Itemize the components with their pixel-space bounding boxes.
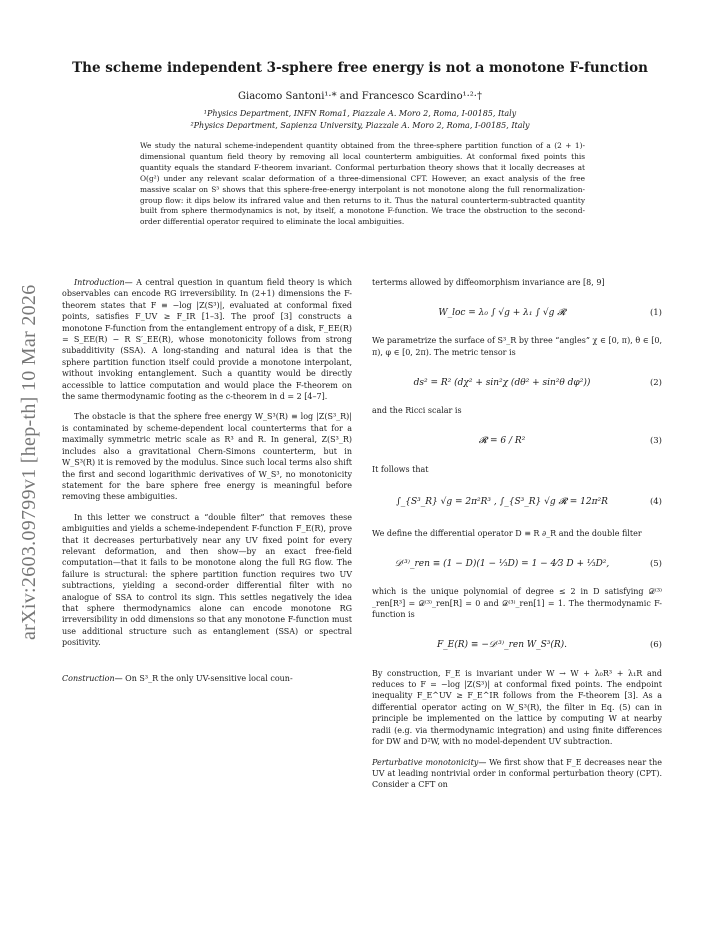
paper-title: The scheme independent 3-sphere free energy is not a monotone F-function [72, 60, 648, 76]
author-list: Giacomo Santoni¹·* and Francesco Scardino¹·²·† [238, 91, 482, 102]
right-paragraph-2: We parametrize the surface of S³_R by three “angles” χ ∈ [0, π), θ ∈ [0, π), φ ∈ [0, 2π). The metric tensor is [372, 336, 662, 357]
section-heading-perturbative: Perturbative monotonicity— [372, 757, 487, 767]
equation-2-body: ds² = R² (dχ² + sin²χ (dθ² + sin²θ dφ²)) [413, 377, 591, 388]
abstract: We study the natural scheme-independent quantity obtained from the three-sphere partition function of a (2 + 1)-dimensional quantum field theory by removing all local counterterm ambiguities. At conformal fixed points this quantity equals the standard F-theorem invariant. Conformal perturbation theory shows that it locally decreases at O(g²) under any relevant scalar deformation of a three-dimensional CFT. However, an exact analysis of the free massive scalar on S³ shows that this sphere-free-energy interpolant is not monotone along the full renormalization-group flow: it dips below its infrared value and then returns to it. Thus the natural counterterm-subtracted quantity built from sphere thermodynamics is not, by itself, a monotone F-function. We trace the obstruction to the second-order differential operator required to eliminate the local ambiguities. [140, 141, 585, 227]
section-heading-construction: Construction— [62, 673, 123, 683]
equation-1-body: W_loc = λ₀ ∫ √g + λ₁ ∫ √g 𝓡 [438, 307, 566, 318]
equation-4-number: (4) [649, 497, 662, 508]
right-paragraph-5: We define the differential operator D ≡ R ∂_R and the double filter [372, 529, 642, 539]
perturbative-paragraph [372, 757, 662, 791]
equation-6-number: (6) [649, 639, 662, 650]
affiliation-1: ¹Physics Department, INFN Roma1, Piazzale A. Moro 2, Roma, I-00185, Italy [203, 109, 517, 118]
equation-3-number: (3) [649, 435, 662, 446]
left-column [62, 277, 352, 693]
equation-4-body: ∫_{S³_R} √g = 2π²R³ , ∫_{S³_R} √g 𝓡 = 12π²R [396, 497, 608, 508]
equation-4 [372, 484, 662, 522]
equation-6 [372, 630, 662, 662]
equation-5-number: (5) [649, 558, 662, 569]
arxiv-identifier: arXiv:2603.09799v1 [hep-th] 10 Mar 2026 [18, 284, 40, 640]
equation-5 [372, 548, 662, 580]
equation-2 [372, 367, 662, 399]
right-paragraph-7: By construction, F_E is invariant under W → W + λ₀R³ + λ₁R and reduces to F = −log |Z(S³)| at conformal fixed points. The endpoint inequality F_E^UV ≥ F_E^IR follows from the F-theorem [3]. As a differential operator acting on W_S³(R), the filter in Eq. (5) can in principle be implemented on the lattice by computing W at nearby radii (e.g. via thermodynamic integration) and using finite differences for DW and D²W, with no model-dependent UV subtraction. [372, 668, 662, 747]
construction-text: On S³_R the only UV-sensitive local coun- [125, 673, 293, 683]
perturbative-text: We first show that F_E decreases near the UV at leading nontrivial order in conformal perturbation theory (CPT). Consider a CFT on [372, 757, 663, 790]
right-paragraph-1: terterms allowed by diffeomorphism invariance are [8, 9] [372, 278, 605, 287]
intro-paragraph-1 [62, 277, 352, 402]
right-paragraph-6: which is the unique polynomial of degree ≤ 2 in D satisfying 𝒟⁽³⁾_ren[R³] = 𝒟⁽³⁾_ren[R] = 0 and 𝒟⁽³⁾_ren[1] = 1. The thermodynamic F-function is [372, 587, 662, 620]
equation-1 [372, 297, 662, 329]
right-paragraph-3: and the Ricci scalar is [372, 406, 462, 416]
right-paragraph-4: It follows that [372, 464, 429, 474]
equation-1-number: (1) [649, 307, 662, 318]
construction-paragraph [62, 673, 352, 684]
equation-3-body: 𝓡 = 6 / R² [478, 435, 526, 446]
equation-3 [372, 426, 662, 458]
intro-paragraph-2: The obstacle is that the sphere free energy W_S³(R) ≡ log |Z(S³_R)| is contaminated by scheme-dependent local counterterms that for a maximally symmetric metric scale as R³ and R. In general, Z(S³_R) includes also a gravitational Chern-Simons counterterm, but in W_S³(R) it is removed by the modulus. Since such local terms also shift the first and second logarithmic derivatives of W_S³, no monotonicity statement for the bare sphere free energy is meaningful before removing these ambiguities. [62, 412, 352, 502]
equation-2-number: (2) [649, 377, 662, 388]
intro-text-1: A central question in quantum field theory is which observables can encode RG irreversibility. In (2+1) dimensions the F-theorem states that F ≡ −log |Z(S³)|, evaluated at conformal fixed points, satisfies F_UV ≥ F_IR [1–3]. The proof [3] constructs a monotone F-function from the entanglement entropy of a disk, F_EE(R) = S_EE(R) − R S′_EE(R), whose monotonicity follows from strong subadditivity (SSA). A long-standing and natural idea is that the sphere partition function itself could provide a monotone interpolant, without invoking entanglement. Such a quantity would be directly accessible to lattice computation and would place the F-theorem on the same thermodynamic footing as the c-theorem in d = 2 [4–7]. [62, 278, 353, 402]
right-column [372, 277, 662, 800]
affiliation-2: ²Physics Department, Sapienza University, Piazzale A. Moro 2, Roma, I-00185, Italy [190, 121, 530, 130]
equation-5-body: 𝒟⁽³⁾_ren ≡ (1 − D)(1 − ⅓D) = 1 − 4⁄3 D + ⅓D², [394, 558, 610, 569]
section-heading-introduction: Introduction— [74, 278, 133, 287]
intro-paragraph-3: In this letter we construct a “double filter” that removes these ambiguities and yields a scheme-independent F-function F_E(R), prove that it decreases perturbatively near any UV fixed point for every relevant deformation, and then show—by an exact free-field computation—that it fails to be monotone along the full RG flow. The failure is structural: the sphere partition function requires two UV subtractions, yielding a second-order differential filter with no analogue of SSA to control its sign. This settles negatively the idea that sphere thermodynamics alone can encode monotone RG irreversibility in odd dimensions so that any monotone F-function must use additional structure such as entanglement (SSA) or spectral positivity. [62, 512, 352, 648]
equation-6-body: F_E(R) ≡ −𝒟⁽³⁾_ren W_S³(R). [436, 639, 568, 650]
